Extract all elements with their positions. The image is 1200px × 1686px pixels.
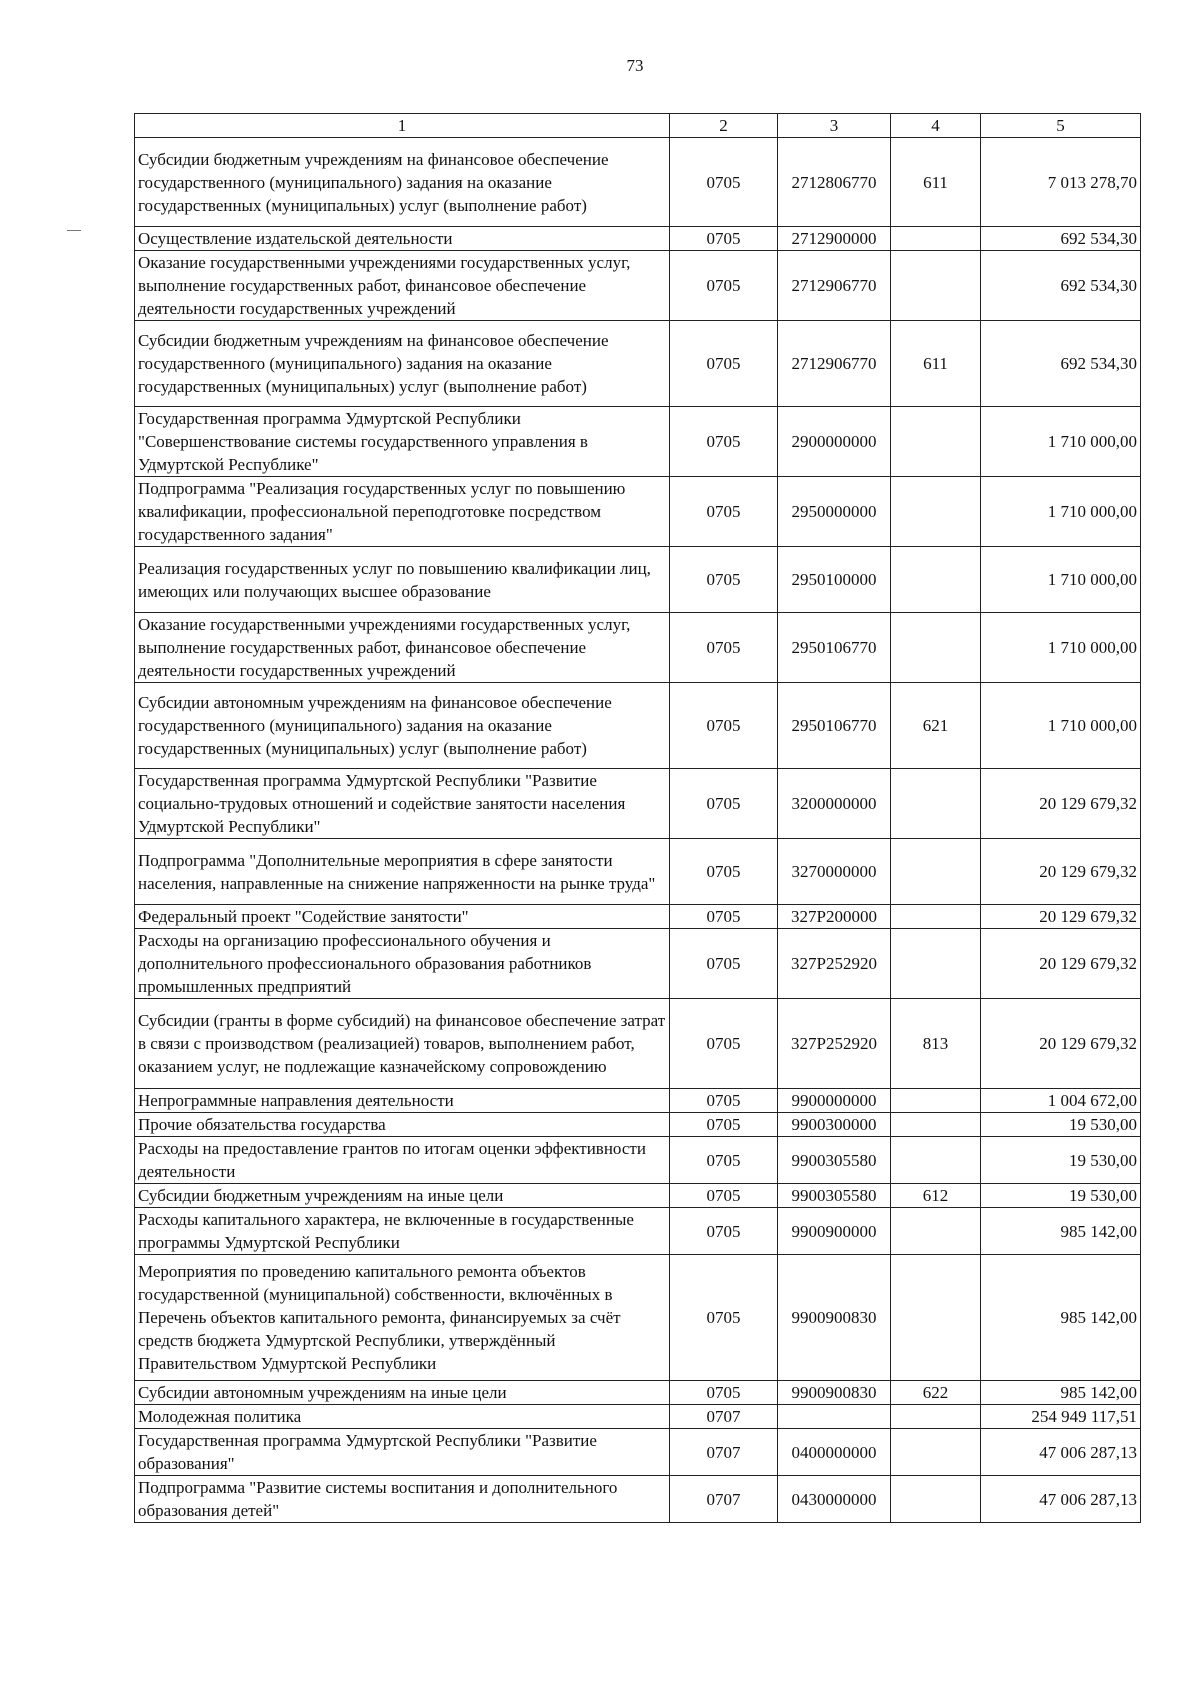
row-expense-type [891, 1405, 981, 1429]
row-target-article: 3200000000 [778, 769, 891, 839]
row-name: Субсидии автономным учреждениям на иные цели [135, 1381, 670, 1405]
row-amount: 692 534,30 [981, 321, 1141, 407]
row-name: Государственная программа Удмуртской Республики "Развитие социально-трудовых отношений и содействие занятости населения Удмуртской Республики" [135, 769, 670, 839]
row-expense-type [891, 1089, 981, 1113]
row-expense-type [891, 769, 981, 839]
row-section-code: 0705 [670, 999, 778, 1089]
column-header-vr: 4 [891, 114, 981, 138]
row-amount: 254 949 117,51 [981, 1405, 1141, 1429]
row-section-code: 0705 [670, 1255, 778, 1381]
row-amount: 1 710 000,00 [981, 683, 1141, 769]
row-name: Государственная программа Удмуртской Республики "Совершенствование системы государственного управления в Удмуртской Республике" [135, 407, 670, 477]
margin-mark [67, 230, 81, 231]
row-name: Подпрограмма "Реализация государственных услуг по повышению квалификации, профессиональной переподготовке посредством государственного задания" [135, 477, 670, 547]
row-name: Оказание государственными учреждениями государственных услуг, выполнение государственных работ, финансовое обеспечение деятельности государственных учреждений [135, 251, 670, 321]
page-number: 73 [626, 56, 644, 75]
row-target-article: 2900000000 [778, 407, 891, 477]
row-name: Прочие обязательства государства [135, 1113, 670, 1137]
row-target-article: 0400000000 [778, 1429, 891, 1476]
row-expense-type [891, 1113, 981, 1137]
row-target-article: 2950106770 [778, 683, 891, 769]
row-amount: 19 530,00 [981, 1184, 1141, 1208]
row-expense-type: 611 [891, 138, 981, 227]
row-target-article: 327P252920 [778, 929, 891, 999]
row-target-article: 2712906770 [778, 321, 891, 407]
row-name: Субсидии (гранты в форме субсидий) на финансовое обеспечение затрат в связи с производством (реализацией) товаров, выполнением работ, оказанием услуг, не подлежащие казначейскому сопровождению [135, 999, 670, 1089]
table-row [135, 999, 1141, 1089]
row-target-article: 2950106770 [778, 613, 891, 683]
row-section-code: 0707 [670, 1476, 778, 1523]
row-amount: 7 013 278,70 [981, 138, 1141, 227]
column-header-section: 2 [670, 114, 778, 138]
row-expense-type: 612 [891, 1184, 981, 1208]
row-name: Субсидии бюджетным учреждениям на финансовое обеспечение государственного (муниципального) задания на оказание государственных (муниципальных) услуг (выполнение работ) [135, 138, 670, 227]
row-expense-type [891, 1208, 981, 1255]
row-expense-type [891, 1137, 981, 1184]
row-target-article: 9900900830 [778, 1381, 891, 1405]
row-expense-type: 813 [891, 999, 981, 1089]
table-row [135, 905, 1141, 929]
row-amount: 20 129 679,32 [981, 999, 1141, 1089]
row-name: Непрограммные направления деятельности [135, 1089, 670, 1113]
row-section-code: 0705 [670, 1184, 778, 1208]
row-name: Субсидии бюджетным учреждениям на финансовое обеспечение государственного (муниципального) задания на оказание государственных (муниципальных) услуг (выполнение работ) [135, 321, 670, 407]
row-section-code: 0705 [670, 1208, 778, 1255]
table-row [135, 1429, 1141, 1476]
row-expense-type [891, 547, 981, 613]
row-amount: 19 530,00 [981, 1113, 1141, 1137]
row-target-article: 327P252920 [778, 999, 891, 1089]
row-amount: 20 129 679,32 [981, 905, 1141, 929]
row-section-code: 0705 [670, 1381, 778, 1405]
row-section-code: 0705 [670, 138, 778, 227]
row-amount: 20 129 679,32 [981, 769, 1141, 839]
table-row [135, 251, 1141, 321]
row-target-article: 3270000000 [778, 839, 891, 905]
row-section-code: 0705 [670, 547, 778, 613]
column-header-amount: 5 [981, 114, 1141, 138]
table-row [135, 1208, 1141, 1255]
table-row [135, 1476, 1141, 1523]
row-expense-type: 611 [891, 321, 981, 407]
row-section-code: 0705 [670, 613, 778, 683]
table-row [135, 683, 1141, 769]
row-name: Молодежная политика [135, 1405, 670, 1429]
row-amount: 985 142,00 [981, 1208, 1141, 1255]
row-section-code: 0705 [670, 905, 778, 929]
row-section-code: 0705 [670, 683, 778, 769]
row-section-code: 0707 [670, 1405, 778, 1429]
row-target-article: 9900900830 [778, 1255, 891, 1381]
column-header-name: 1 [135, 114, 670, 138]
row-amount: 985 142,00 [981, 1255, 1141, 1381]
row-amount: 20 129 679,32 [981, 839, 1141, 905]
row-expense-type [891, 407, 981, 477]
table-row [135, 227, 1141, 251]
row-amount: 1 710 000,00 [981, 407, 1141, 477]
row-section-code: 0705 [670, 321, 778, 407]
row-section-code: 0705 [670, 477, 778, 547]
column-number-row [135, 114, 1141, 138]
row-target-article: 2712900000 [778, 227, 891, 251]
row-name: Мероприятия по проведению капитального ремонта объектов государственной (муниципальной) собственности, включённых в Перечень объектов капитального ремонта, финансируемых за счёт средств бюджета Удмуртской Республики, утверждённый Правительством Удмуртской Республики [135, 1255, 670, 1381]
row-section-code: 0705 [670, 227, 778, 251]
row-target-article: 0430000000 [778, 1476, 891, 1523]
row-target-article: 9900305580 [778, 1137, 891, 1184]
column-header-csr: 3 [778, 114, 891, 138]
row-expense-type [891, 1476, 981, 1523]
row-name: Расходы капитального характера, не включенные в государственные программы Удмуртской Республики [135, 1208, 670, 1255]
table-row [135, 1405, 1141, 1429]
row-name: Расходы на предоставление грантов по итогам оценки эффективности деятельности [135, 1137, 670, 1184]
table-row [135, 1089, 1141, 1113]
row-section-code: 0705 [670, 839, 778, 905]
row-amount: 1 710 000,00 [981, 613, 1141, 683]
row-amount: 692 534,30 [981, 251, 1141, 321]
row-name: Подпрограмма "Развитие системы воспитания и дополнительного образования детей" [135, 1476, 670, 1523]
row-expense-type [891, 1255, 981, 1381]
table-row [135, 1381, 1141, 1405]
table-row [135, 1137, 1141, 1184]
row-name: Реализация государственных услуг по повышению квалификации лиц, имеющих или получающих высшее образование [135, 547, 670, 613]
row-amount: 1 004 672,00 [981, 1089, 1141, 1113]
row-expense-type: 621 [891, 683, 981, 769]
row-target-article: 2950000000 [778, 477, 891, 547]
row-target-article: 2950100000 [778, 547, 891, 613]
row-expense-type [891, 929, 981, 999]
row-target-article: 327P200000 [778, 905, 891, 929]
row-amount: 1 710 000,00 [981, 477, 1141, 547]
row-amount: 47 006 287,13 [981, 1476, 1141, 1523]
table-row [135, 769, 1141, 839]
table-row [135, 138, 1141, 227]
row-amount: 20 129 679,32 [981, 929, 1141, 999]
table-row [135, 547, 1141, 613]
table-row [135, 321, 1141, 407]
row-name: Субсидии бюджетным учреждениям на иные цели [135, 1184, 670, 1208]
table-row [135, 477, 1141, 547]
row-expense-type [891, 227, 981, 251]
row-name: Подпрограмма "Дополнительные мероприятия в сфере занятости населения, направленные на снижение напряженности на рынке труда" [135, 839, 670, 905]
row-target-article: 2712806770 [778, 138, 891, 227]
row-expense-type [891, 477, 981, 547]
row-name: Субсидии автономным учреждениям на финансовое обеспечение государственного (муниципального) задания на оказание государственных (муниципальных) услуг (выполнение работ) [135, 683, 670, 769]
table-row [135, 839, 1141, 905]
table-row [135, 1184, 1141, 1208]
row-target-article: 9900305580 [778, 1184, 891, 1208]
table-row [135, 1255, 1141, 1381]
row-section-code: 0705 [670, 929, 778, 999]
row-target-article: 9900000000 [778, 1089, 891, 1113]
row-section-code: 0705 [670, 407, 778, 477]
row-expense-type: 622 [891, 1381, 981, 1405]
row-name: Осуществление издательской деятельности [135, 227, 670, 251]
row-section-code: 0705 [670, 1137, 778, 1184]
row-expense-type [891, 839, 981, 905]
row-section-code: 0705 [670, 1089, 778, 1113]
row-target-article: 9900900000 [778, 1208, 891, 1255]
row-amount: 1 710 000,00 [981, 547, 1141, 613]
row-section-code: 0707 [670, 1429, 778, 1476]
row-section-code: 0705 [670, 1113, 778, 1137]
budget-table [134, 113, 1141, 1523]
row-name: Государственная программа Удмуртской Республики "Развитие образования" [135, 1429, 670, 1476]
row-section-code: 0705 [670, 769, 778, 839]
row-section-code: 0705 [670, 251, 778, 321]
row-target-article: 9900300000 [778, 1113, 891, 1137]
table-row [135, 613, 1141, 683]
table-row [135, 407, 1141, 477]
row-name: Федеральный проект "Содействие занятости" [135, 905, 670, 929]
row-expense-type [891, 1429, 981, 1476]
row-expense-type [891, 613, 981, 683]
row-amount: 985 142,00 [981, 1381, 1141, 1405]
row-target-article [778, 1405, 891, 1429]
row-name: Оказание государственными учреждениями государственных услуг, выполнение государственных работ, финансовое обеспечение деятельности государственных учреждений [135, 613, 670, 683]
row-target-article: 2712906770 [778, 251, 891, 321]
row-amount: 47 006 287,13 [981, 1429, 1141, 1476]
row-expense-type [891, 251, 981, 321]
table-row [135, 929, 1141, 999]
table-row [135, 1113, 1141, 1137]
row-expense-type [891, 905, 981, 929]
row-amount: 19 530,00 [981, 1137, 1141, 1184]
row-name: Расходы на организацию профессионального обучения и дополнительного профессионального образования работников промышленных предприятий [135, 929, 670, 999]
row-amount: 692 534,30 [981, 227, 1141, 251]
